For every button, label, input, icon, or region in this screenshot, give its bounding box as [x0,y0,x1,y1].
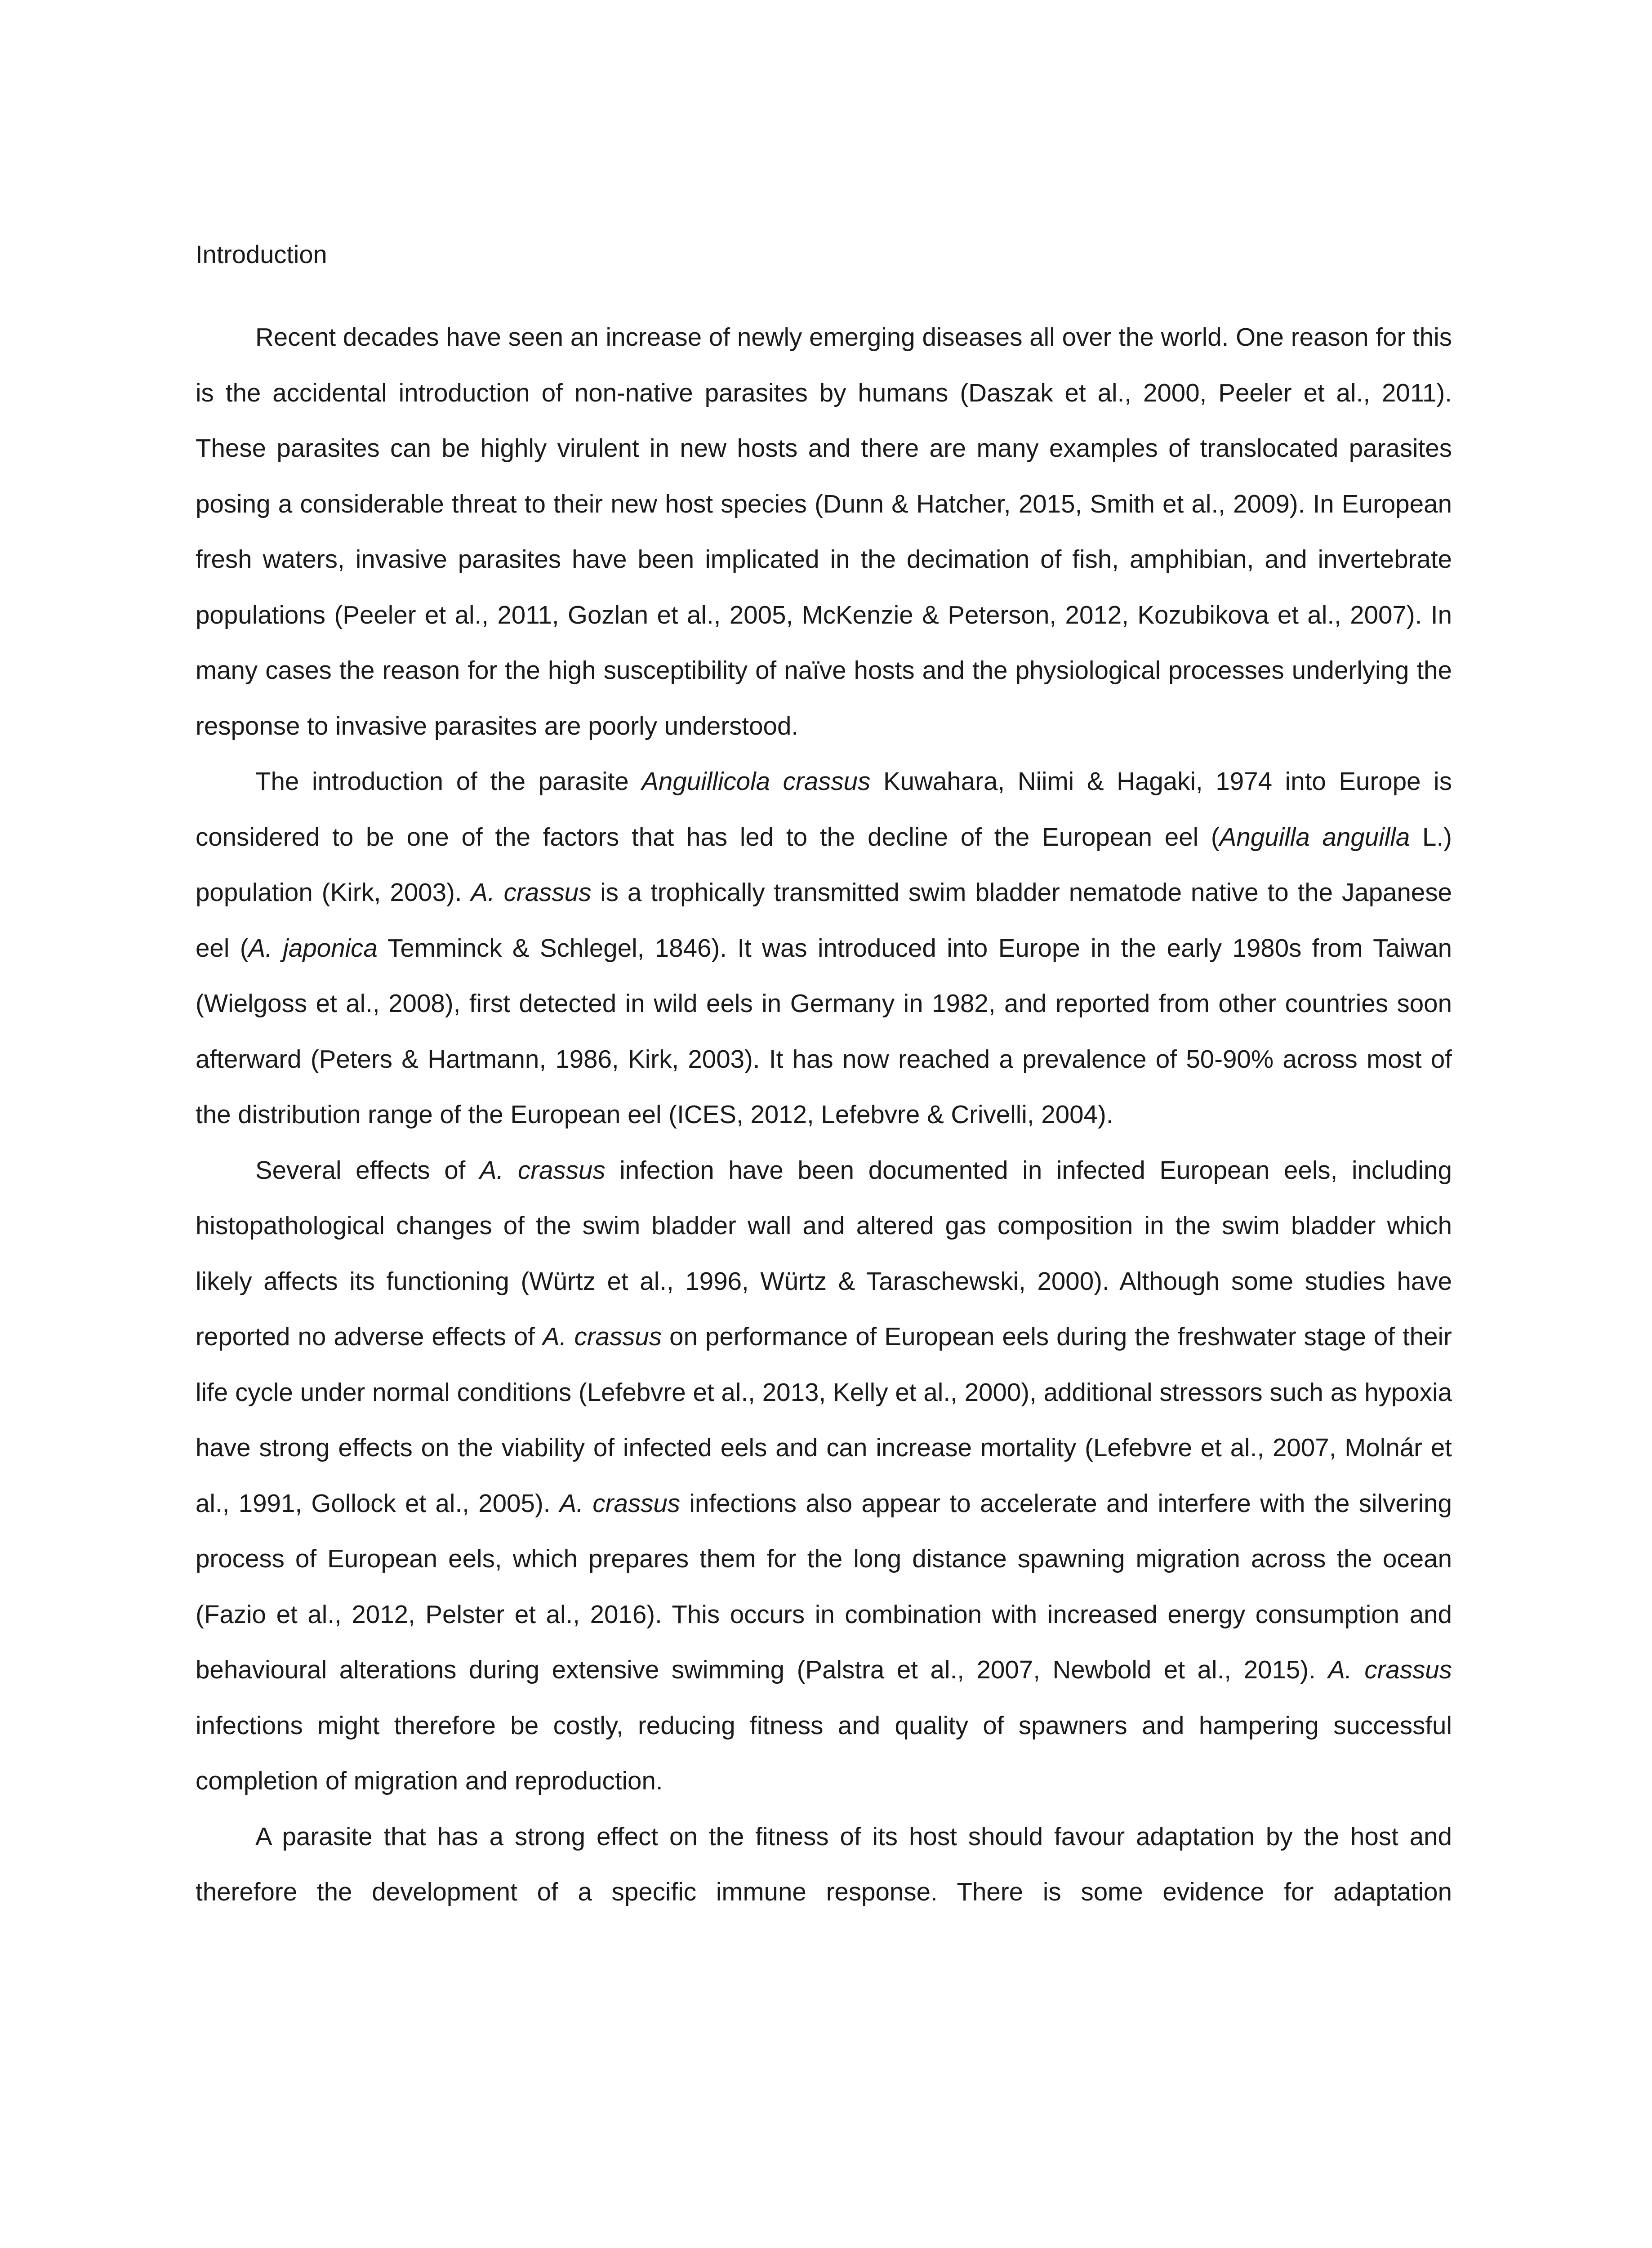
italic-term: A. crassus [479,1155,606,1184]
italic-term: A. crassus [471,878,592,906]
body-text [196,309,1452,1920]
italic-term: Anguillicola crassus [641,767,871,795]
paragraph: The introduction of the parasite Anguillicola crassus Kuwahara, Niimi & Hagaki, 1974 into Europe is considered to be one of the factors that has led to the decline of the European eel (Anguilla anguilla L.) population (Kirk, 2003). A. crassus is a trophically transmitted swim bladder nematode native to the Japanese eel (A. japonica Temminck & Schlegel, 1846). It was introduced into Europe in the early 1980s from Taiwan (Wielgoss et al., 2008), first detected in wild eels in Germany in 1982, and reported from other countries soon afterward (Peters & Hartmann, 1986, Kirk, 2003). It has now reached a prevalence of 50-90% across most of the distribution range of the European eel (ICES, 2012, Lefebvre & Crivelli, 2004). [196,767,1452,1128]
italic-term: A. japonica [248,933,378,962]
section-heading: Introduction [196,240,327,268]
italic-term: A. crassus [543,1322,662,1351]
paragraph: A parasite that has a strong effect on the fitness of its host should favour adaptation by the host and therefore the development of a specific immune response. There is some evidence for adaptation [196,1822,1452,1906]
italic-term: A. crassus [1328,1655,1452,1684]
italic-term: A. crassus [559,1489,681,1517]
italic-term: Anguilla anguilla [1219,822,1410,851]
paragraph: Recent decades have seen an increase of newly emerging diseases all over the world. One reason for this is the accidental introduction of non-native parasites by humans (Daszak et al., 2000, Peeler et al., 2011). These parasites can be highly virulent in new hosts and there are many examples of translocated parasites posing a considerable threat to their new host species (Dunn & Hatcher, 2015, Smith et al., 2009). In European fresh waters, invasive parasites have been implicated in the decimation of fish, amphibian, and invertebrate populations (Peeler et al., 2011, Gozlan et al., 2005, McKenzie & Peterson, 2012, Kozubikova et al., 2007). In many cases the reason for the high susceptibility of naïve hosts and the physiological processes underlying the response to invasive parasites are poorly understood. [196,323,1452,740]
paragraph: Several effects of A. crassus infection have been documented in infected European eels, including histopathological changes of the swim bladder wall and altered gas composition in the swim bladder which likely affects its functioning (Würtz et al., 1996, Würtz & Taraschewski, 2000). Although some studies have reported no adverse effects of A. crassus on performance of European eels during the freshwater stage of their life cycle under normal conditions (Lefebvre et al., 2013, Kelly et al., 2000), additional stressors such as hypoxia have strong effects on the viability of infected eels and can increase mortality (Lefebvre et al., 2007, Molnár et al., 1991, Gollock et al., 2005). A. crassus infections also appear to accelerate and interfere with the silvering process of European eels, which prepares them for the long distance spawning migration across the ocean (Fazio et al., 2012, Pelster et al., 2016). This occurs in combination with increased energy consumption and behavioural alterations during extensive swimming (Palstra et al., 2007, Newbold et al., 2015). A. crassus infections might therefore be costly, reducing fitness and quality of spawners and hampering successful completion of migration and reproduction. [196,1155,1452,1795]
